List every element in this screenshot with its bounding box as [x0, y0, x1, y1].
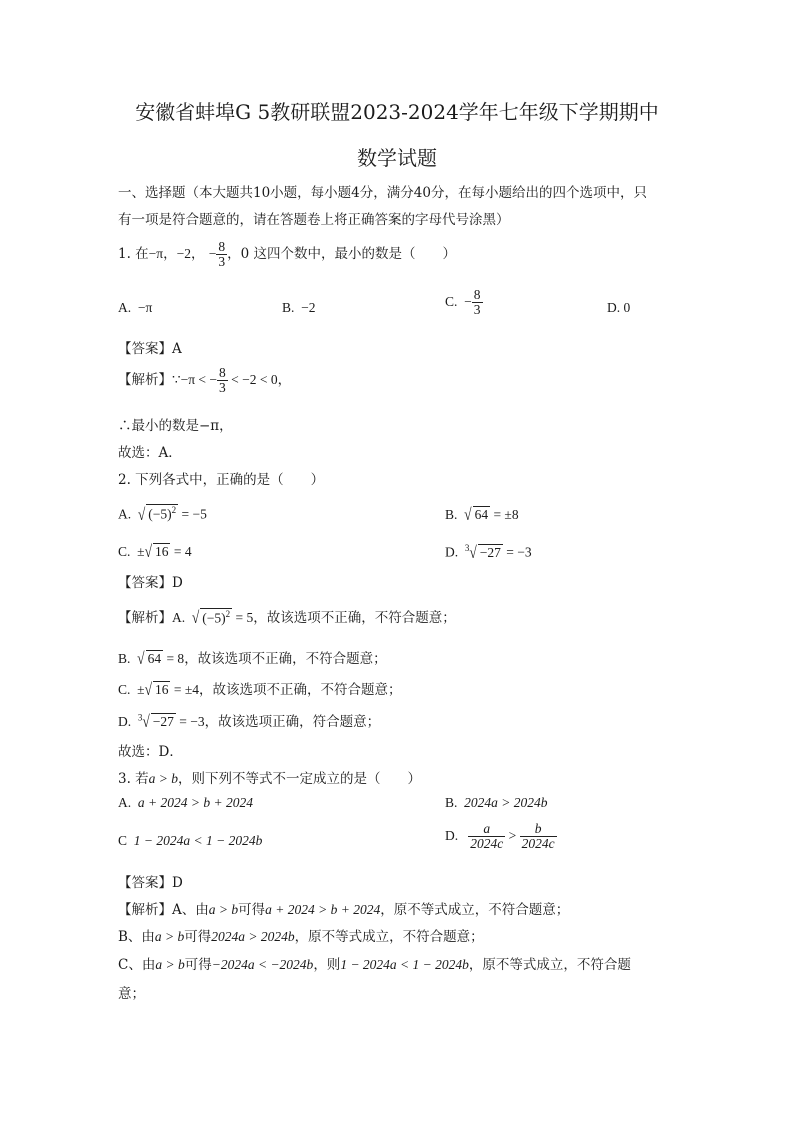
q1-option-d — [607, 300, 630, 316]
q2-option-d-rhs: = −3 — [506, 544, 532, 560]
document-title: 安徽省蚌埠G 5教研联盟2023-2024学年七年级下学期期中 — [135, 100, 659, 124]
q2-analysis-c-label: C. — [118, 682, 131, 697]
q3-an3-pre: C、由 — [118, 957, 156, 973]
q3-option-b — [445, 795, 548, 811]
q2-option-a-label: A. — [118, 506, 132, 522]
question-2-stem: 2. 下列各式中，正确的是（ ） — [118, 472, 325, 488]
q3-an2-text: ，原不等式成立，不符合题意； — [294, 929, 484, 945]
q1-analysis-expr-b: < −2 < 0， — [227, 372, 292, 388]
q1-analysis-frac-num: 8 — [219, 365, 226, 380]
q2-analysis-b-radicand: 64 — [147, 651, 162, 666]
q3-stem-condition: a > b — [148, 771, 179, 786]
q1-analysis-fraction — [217, 366, 228, 395]
q2-analysis-c: C. ±√ 16 = ±4，故该选项不正确，不符合题意； — [118, 680, 402, 699]
q2-analysis-b: B. √ 64 = 8，故该选项不正确，不符合题意； — [118, 649, 387, 668]
q1-frac-neg: − — [208, 246, 217, 262]
q2-analysis-a-rhs: = 5 — [235, 610, 254, 625]
q2-option-d-radicand: −27 — [479, 544, 501, 560]
question-3-stem — [118, 767, 421, 787]
q1-option-a-value: −π — [137, 300, 153, 315]
q3-analysis-label: 【解析】A、由 — [118, 902, 209, 918]
q2-analysis-a-exp: 2 — [225, 608, 231, 619]
q3-an1-expr: a + 2024 > b + 2024 — [265, 902, 381, 917]
q2-option-a-inner: (−5) — [148, 506, 172, 522]
q3-answer: 【答案】D — [118, 875, 183, 891]
q1-fraction — [216, 240, 227, 269]
q3-an1-cond: a > b — [208, 902, 239, 917]
q1-frac-den: 3 — [218, 254, 226, 270]
q1-option-c-fraction — [472, 288, 483, 317]
q3-analysis-line2 — [118, 925, 484, 945]
q1-items: −π，−2， — [148, 246, 205, 262]
q3-option-d-op: > — [508, 827, 517, 843]
q1-analysis-line2: ∴最小的数是−π， — [118, 418, 233, 434]
q2-analysis-label: 【解析】A. — [118, 610, 186, 625]
q3-option-d-frac1 — [468, 822, 505, 851]
q1-option-c — [445, 288, 483, 317]
q1-analysis-label: 【解析】 — [118, 372, 172, 389]
q3-an3-text: ，原不等式成立，不符合题 — [468, 957, 631, 973]
q3-option-b-label: B. — [445, 795, 458, 810]
q2-option-c-radicand: 16 — [154, 544, 169, 559]
q2-option-b-rhs: = ±8 — [493, 507, 519, 522]
q3-an3-expr1: −2024a < −2024b — [211, 957, 314, 972]
q2-option-a-exp: 2 — [171, 505, 177, 515]
q2-option-c-label: C. — [118, 544, 131, 559]
q2-option-b-label: B. — [445, 507, 458, 522]
q2-analysis-d-label: D. — [118, 714, 132, 729]
q3-option-a-label: A. — [118, 795, 132, 810]
q1-option-b — [282, 300, 316, 316]
q2-conclusion: 故选：D． — [118, 744, 183, 760]
q2-analysis-b-rhs: = 8 — [166, 651, 185, 666]
q2-answer: 【答案】D — [118, 575, 183, 591]
document-subtitle: 数学试题 — [357, 146, 437, 170]
q2-analysis-d-text: ，故该选项正确，符合题意； — [204, 714, 381, 729]
q3-an3-then: ，则 — [313, 957, 341, 973]
q1-analysis — [118, 366, 291, 395]
q2-option-b: B. √ 64 = ±8 — [445, 505, 519, 524]
q3-analysis-line4: 意； — [118, 986, 145, 1002]
q2-analysis-d: D. $^3$√ −27 = −3，故该选项正确，符合题意； — [118, 712, 381, 731]
q3-option-d-num2: b — [520, 822, 557, 837]
q2-option-d-label: D. — [445, 544, 459, 560]
q2-option-c: C. ±√ 16 = 4 — [118, 542, 192, 561]
q2-option-d: D. $^3$√ −27 = −3 — [445, 542, 532, 562]
q3-option-d-frac2 — [520, 822, 557, 851]
q2-analysis-c-radicand: 16 — [154, 682, 169, 697]
q3-option-b-expr: 2024a > 2024b — [464, 795, 548, 810]
q3-an2-mid: 可得 — [184, 929, 212, 945]
q3-option-d-den2: 2024c — [521, 836, 555, 852]
q2-option-b-radicand: 64 — [474, 507, 489, 522]
q3-stem-pre: 3. 若 — [118, 771, 149, 787]
question-1-stem — [118, 240, 456, 269]
q1-prefix: 1. 在 — [118, 246, 149, 263]
q1-frac-num: 8 — [218, 239, 226, 254]
q2-analysis-d-radicand: −27 — [152, 714, 174, 729]
q3-analysis-line3 — [118, 953, 631, 973]
q1-option-c-label: C. — [445, 293, 458, 309]
q2-analysis-c-text: ，故该选项不正确，不符合题意； — [199, 682, 402, 697]
q3-option-d-den1: 2024c — [470, 836, 504, 852]
q3-stem-post: ，则下列不等式不一定成立的是（ ） — [178, 771, 422, 787]
section-intro-line2: 有一项是符合题意的，请在答题卷上将正确答案的字母代号涂黑） — [118, 212, 510, 228]
q2-analysis-b-label: B. — [118, 651, 131, 666]
q1-answer: 【答案】A — [118, 341, 182, 357]
q2-analysis-d-index: 3 — [137, 712, 143, 723]
q2-analysis-a-text: ，故该选项不正确，不符合题意； — [253, 610, 456, 625]
q3-an2-expr: 2024a > 2024b — [211, 929, 295, 944]
q2-option-c-pm: ± — [137, 544, 145, 559]
q2-analysis-c-pm: ± — [137, 682, 145, 697]
q1-analysis-frac-den: 3 — [219, 380, 226, 396]
q3-an2-cond: a > b — [154, 929, 185, 944]
q1-middle: ，0 这四个数中，最小的数是（ ） — [227, 246, 457, 263]
q3-option-d-label: D. — [445, 827, 459, 843]
q1-conclusion: 故选：A． — [118, 445, 182, 461]
q3-option-a-expr: a + 2024 > b + 2024 — [137, 795, 253, 810]
q3-an1-text: ，原不等式成立，不符合题意； — [380, 902, 570, 918]
section-intro-line1: 一、选择题（本大题共10小题，每小题4分，满分40分，在每小题给出的四个选项中，只 — [118, 185, 647, 201]
q3-an1-mid: 可得 — [238, 902, 266, 918]
q2-analysis-a-inner: (−5) — [202, 610, 226, 625]
q2-option-d-index: 3 — [464, 543, 470, 553]
q3-option-d-num1: a — [468, 822, 505, 837]
q1-option-c-neg: − — [464, 293, 472, 309]
q2-analysis-b-text: ，故该选项不正确，不符合题意； — [184, 651, 387, 666]
q1-option-d-label: D. — [607, 300, 621, 315]
q3-an3-cond: a > b — [155, 957, 185, 972]
q3-option-a — [118, 795, 253, 811]
q1-option-d-value: 0 — [623, 300, 631, 315]
q3-analysis-line1 — [118, 898, 569, 918]
q3-option-c-label: C — [118, 833, 128, 848]
q2-analysis-d-rhs: = −3 — [179, 714, 205, 729]
q2-option-a-radicand — [146, 504, 178, 523]
q3-option-c-expr: 1 − 2024a < 1 − 2024b — [133, 833, 263, 848]
q1-option-b-value: −2 — [301, 300, 316, 315]
q2-analysis-c-rhs: = ±4 — [173, 682, 200, 697]
q1-option-c-den: 3 — [473, 302, 481, 318]
q1-option-b-label: B. — [282, 300, 295, 315]
q1-option-a — [118, 300, 152, 316]
q2-option-c-rhs: = 4 — [173, 544, 192, 559]
q3-option-c — [118, 833, 262, 849]
q2-option-a-rhs: = −5 — [181, 506, 207, 522]
q3-an2-pre: B、由 — [118, 929, 155, 945]
q1-option-c-num: 8 — [473, 287, 481, 302]
q3-an3-mid: 可得 — [184, 957, 212, 973]
q3-an3-expr2: 1 − 2024a < 1 − 2024b — [340, 957, 469, 972]
q2-option-a: A. √ $(-5)^2 = -5$ — [118, 504, 207, 524]
q3-option-d — [445, 822, 557, 851]
q1-analysis-expr-a: ∵−π < − — [172, 372, 217, 388]
q2-analysis-a-radicand — [200, 608, 232, 627]
q1-option-a-label: A. — [118, 300, 132, 315]
q2-analysis-a: 【解析】A. √ $(-5)^2 = 5$，故该选项不正确，不符合题意； — [118, 608, 456, 627]
